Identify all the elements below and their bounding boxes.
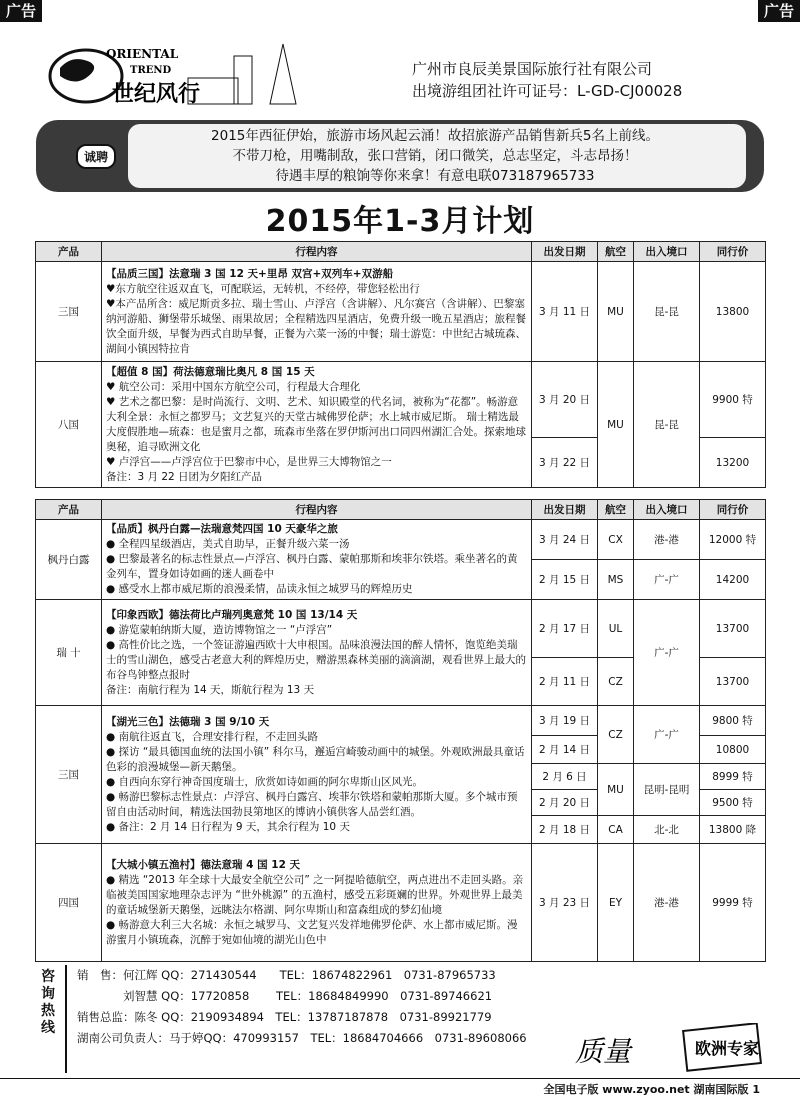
date-cell: 3 月 20 日 [532,362,598,438]
header-cell: 行程内容 [102,242,532,262]
table-header [36,500,766,520]
svg-text:欧洲专家: 欧洲专家 [695,1039,760,1058]
header-cell: 航空 [598,242,634,262]
port-cell: 昆-昆 [634,362,700,488]
company-license: 出境游组团社许可证号：L-GD-CJ00028 [412,82,683,100]
banner-line: 不带刀枪，用嘴制敌，张口营销，闭口微笑，总志坚定，斗志昂扬！ [232,148,638,164]
logo-text-cn: 世纪风行 [112,81,201,107]
banner-line: 2015年西征伊始，旅游市场风起云涌！故招旅游产品销售新兵5名上前线。 [211,128,659,144]
port-cell: 北-北 [634,816,700,844]
price-cell: 12000 特 [700,520,766,560]
price-cell: 14200 [700,560,766,600]
itinerary-cell: 【品质三国】法意瑞 3 国 12 天+里昂 双宫+双列车+双游船 ♥东方航空往返双直飞，可配联运，无转机，不经停，带您轻松出行 ♥本产品所含：威尼斯贡多拉、瑞士雪山、卢浮宫（含讲解）、凡尔赛宫（含讲解）、巴黎塞纳河游船、狮堡带乐城堡、雨果故居；全程精选四星酒店，免费升级一晚五星酒店；旅程餐饮全面升级，早餐为西式自助早餐，正餐为六菜一汤的中餐；瑞士游览：中世纪古城琉森、湖间小镇因特拉肯 [102,262,532,362]
airline-cell: UL [598,600,634,658]
airline-cell: MS [598,560,634,600]
price-cell: 13800 降 [700,816,766,844]
price-cell: 10800 [700,736,766,764]
airline-cell: CX [598,520,634,560]
table-row [36,362,766,438]
hotline-label: 咨询热线 [41,969,55,1036]
company-logo [38,38,308,110]
airline-cell: CA [598,816,634,844]
port-cell: 广-广 [634,560,700,600]
date-cell: 3 月 19 日 [532,706,598,736]
airline-cell: MU [598,764,634,816]
airline-cell: EY [598,844,634,962]
price-cell: 9500 特 [700,790,766,816]
date-cell: 3 月 24 日 [532,520,598,560]
port-cell: 港-港 [634,844,700,962]
table-row [36,520,766,560]
banner-line: 待遇丰厚的粮饷等你来拿！有意电联07318796573​3 [275,168,595,184]
price-cell: 9999 特 [700,844,766,962]
date-cell: 3 月 11 日 [532,262,598,362]
itinerary-cell: 【印象西欧】德法荷比卢瑞列奥意梵 10 国 13/14 天 ● 游览蒙帕纳斯大厦，造访博物馆之一 “卢浮宫” ● 高性价比之选，一个签证游遍西欧十大申根国。品味浪漫法国的醉人情怀，饱览绝美瑞士的雪山湖色，感受古老意大利的辉煌历史，赠游黑森林美丽的滴滴湖，观看世界上最大的布谷鸟钟整点报时 备注：南航行程为 14 天，斯航行程为 13 天 [102,600,532,706]
date-cell: 2 月 6 日 [532,764,598,790]
product-cell: 枫丹白露 [36,520,102,600]
contact-line: 销售总监：陈冬 QQ：2190934894 TEL：13787187878 0731-89921779 [77,1010,492,1024]
header-cell: 产品 [36,500,102,520]
header-cell: 出入境口 [634,500,700,520]
company-info [412,58,682,102]
header-cell: 行程内容 [102,500,532,520]
header-cell: 出发日期 [532,500,598,520]
port-cell: 港-港 [634,520,700,560]
airline-cell: CZ [598,658,634,706]
price-cell: 13800 [700,262,766,362]
tour-table-2 [35,499,766,962]
svg-text:质量: 质量 [575,1035,632,1068]
price-cell: 8999 特 [700,764,766,790]
itinerary-cell: 【湖光三色】法德瑞 3 国 9/10 天 ● 南航往返直飞，合理安排行程，不走回头路 ● 探访 “最具德国血统的法国小镇” 科尔马，邂逅宫崎骏动画中的城堡。外观欧洲最具童话色彩的浪漫城堡—新天鹅堡。 ● 自西向东穿行神奇国度瑞士，欣赏如诗如画的阿尔卑斯山区风光。 ● 畅游巴黎标志性景点：卢浮宫、枫丹白露宫、埃菲尔铁塔和蒙帕那斯大厦。多个城市预留自由活动时间，精选法国勃艮第地区的博讷小镇供客人品尝红酒。 ● 备注：2 月 14 日行程为 9 天，其余行程为 10 天 [102,706,532,844]
logo-text-en: ORIENTAL [106,47,179,61]
contact-line: 销 售：何江辉 QQ：271430544 TEL：18674822961 0731-87965733 [77,968,496,982]
port-cell: 昆明-昆明 [634,764,700,816]
price-cell: 13700 [700,658,766,706]
itinerary-cell: 【超值 8 国】荷法德意瑞比奥凡 8 国 15 天 ♥ 航空公司：采用中国东方航空公司，行程最大合理化 ♥ 艺术之都巴黎：是时尚流行、文明、艺术、知识殿堂的代名词，被称为“花都”。畅游意大利全景：永恒之都罗马；文艺复兴的天堂古城佛罗伦萨；水上城市威尼斯。 瑞士精选最大度假胜地—琉森：也是蜜月之都，琉森市坐落在罗伊斯河出口同四州湖汇合处。探索地球奥秘，追寻欧洲文化 ♥ 卢浮宫——卢浮宫位于巴黎市中心，是世界三大博物馆之一 备注：3 月 22 日团为夕阳红产品 [102,362,532,488]
table-row [36,706,766,736]
page-footer: 全国电子版 www.zyoo.net 湖南国际版 1 [0,1078,800,1100]
date-cell: 3 月 23 日 [532,844,598,962]
contact-line: 刘智慧 QQ：17720858 TEL：18684849990 0731-89746621 [77,989,493,1003]
svg-text:TREND: TREND [130,65,172,76]
date-cell: 2 月 17 日 [532,600,598,658]
port-cell: 昆-昆 [634,262,700,362]
date-cell: 2 月 14 日 [532,736,598,764]
header [0,30,800,114]
header-cell: 同行价 [700,242,766,262]
recruit-badge: 诚聘 [76,144,116,169]
port-cell: 广-广 [634,600,700,706]
product-cell: 三国 [36,262,102,362]
date-cell: 2 月 18 日 [532,816,598,844]
date-cell: 2 月 15 日 [532,560,598,600]
itinerary-cell: 【品质】枫丹白露—法瑞意梵四国 10 天豪华之旅 ● 全程四星级酒店，美式自助早，正餐升级六菜一汤 ● 巴黎最著名的标志性景点—卢浮宫、枫丹白露、蒙帕那斯和埃菲尔铁塔。乘坐著名的黄金列车，置身如诗如画的迷人画卷中 ● 感受水上都市威尼斯的浪漫柔情，品读永恒之城罗马的辉煌历史 [102,520,532,600]
plan-title: 2015年1-3月计划 [265,204,535,239]
header-cell: 同行价 [700,500,766,520]
company-name: 广州市良辰美景国际旅行社有限公司 [412,60,653,78]
price-cell: 9900 特 [700,362,766,438]
price-cell: 13700 [700,600,766,658]
product-cell: 四国 [36,844,102,962]
date-cell: 2 月 11 日 [532,658,598,706]
product-cell: 八国 [36,362,102,488]
quality-stamp [555,1023,765,1073]
recruit-banner [36,120,764,192]
price-cell: 13200 [700,438,766,488]
ad-tag-left: 广告 [0,0,42,22]
table-header [36,242,766,262]
itinerary-cell: 【大城小镇五渔村】德法意瑞 4 国 12 天 ● 精选 “2013 年全球十大最安全航空公司” 之一阿提哈德航空，两点进出不走回头路。亲临被美国国家地理杂志评为 “世外桃源” 的五渔村，感受五彩斑斓的世界。外观世界上最美的童话城堡新天鹅堡，远眺法尔格湖、阿尔卑斯山和富森组成的梦幻仙境 ● 畅游意大利三大名城：永恒之城罗马、文艺复兴发祥地佛罗伦萨、水上都市威尼斯。漫游蜜月小镇琉森，沉醉于宛如仙境的湖光山色中 [102,844,532,962]
product-cell: 瑞 十 [36,600,102,706]
port-cell: 广-广 [634,706,700,764]
product-cell: 三国 [36,706,102,844]
contact-line: 湖南公司负责人：马于婷QQ：470993157 TEL：18684704666 0731-89608066 [77,1031,527,1045]
ad-tag-right: 广告 [758,0,800,22]
table-row [36,262,766,362]
airline-cell: CZ [598,706,634,764]
airline-cell: MU [598,362,634,488]
table-row [36,844,766,962]
date-cell: 2 月 20 日 [532,790,598,816]
airline-cell: MU [598,262,634,362]
header-cell: 航空 [598,500,634,520]
contact-section [35,965,765,1075]
date-cell: 3 月 22 日 [532,438,598,488]
price-cell: 9800 特 [700,706,766,736]
header-cell: 出入境口 [634,242,700,262]
tour-table-1 [35,241,766,488]
table-row [36,600,766,658]
header-cell: 产品 [36,242,102,262]
header-cell: 出发日期 [532,242,598,262]
